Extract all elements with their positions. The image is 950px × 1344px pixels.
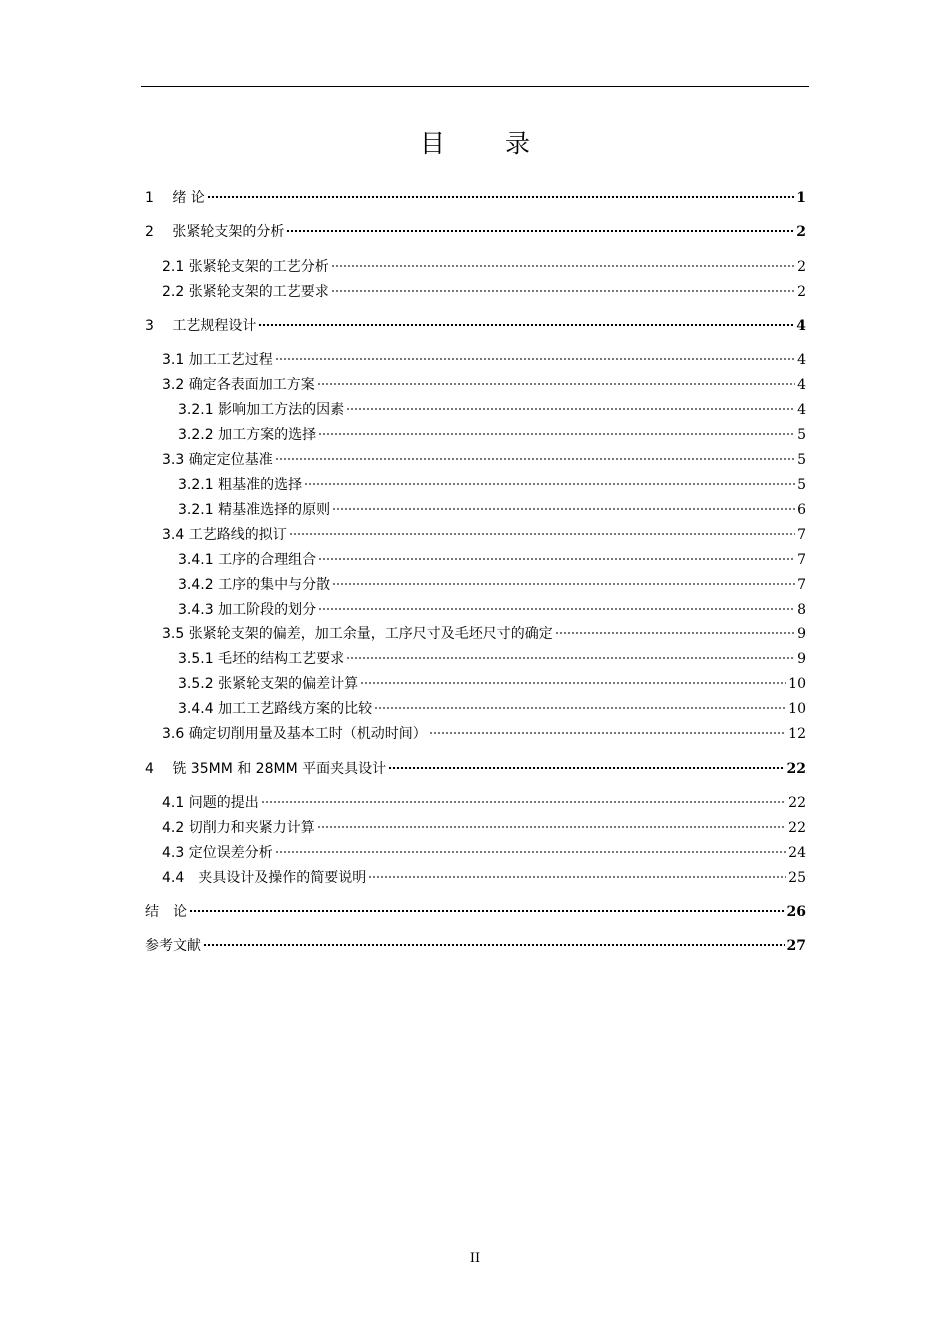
toc-entry-page: 12 xyxy=(788,726,806,742)
toc-entry[interactable] xyxy=(162,623,806,643)
dot-leader xyxy=(289,525,795,539)
toc-entry[interactable] xyxy=(162,867,806,887)
dot-leader xyxy=(318,600,795,614)
toc-entry-page: 9 xyxy=(797,651,806,667)
toc-entry-label: 3.2.2 加工方案的选择 xyxy=(178,427,317,443)
toc-entry-page: 7 xyxy=(797,577,806,593)
toc-entry-label: 4.4 夹具设计及操作的简要说明 xyxy=(162,870,367,886)
toc-entry[interactable] xyxy=(178,673,806,693)
toc-entry-page: 5 xyxy=(797,477,806,493)
toc-entry[interactable] xyxy=(145,758,806,778)
toc-entry-page: 4 xyxy=(796,318,806,334)
toc-entry[interactable] xyxy=(178,574,806,594)
toc-entry-page: 10 xyxy=(788,701,806,717)
toc-entry-label: 3.4.1 工序的合理组合 xyxy=(178,552,317,568)
toc-entry-page: 22 xyxy=(788,795,806,811)
toc-entry[interactable] xyxy=(145,221,806,241)
dot-leader xyxy=(275,450,795,464)
toc-entry-page: 25 xyxy=(788,870,806,886)
toc-entry[interactable] xyxy=(162,817,806,837)
dot-leader xyxy=(258,316,794,330)
toc-entry-page: 5 xyxy=(797,427,806,443)
dot-leader xyxy=(388,759,784,773)
dot-leader xyxy=(275,843,786,857)
dot-leader xyxy=(203,936,785,950)
toc-entry[interactable] xyxy=(145,315,806,335)
dot-leader xyxy=(286,222,794,236)
toc-entry[interactable] xyxy=(178,599,806,619)
toc-entry[interactable] xyxy=(145,935,806,955)
dot-leader xyxy=(275,350,795,364)
dot-leader xyxy=(189,902,785,916)
toc-entry-label: 3.2.1 精基准选择的原则 xyxy=(178,502,331,518)
toc-entry[interactable] xyxy=(162,256,806,276)
toc-entry-label: 参考文献 xyxy=(145,938,201,954)
toc-entry-label: 4 铣 35MM 和 28MM 平面夹具设计 xyxy=(145,761,387,777)
toc-entry-label: 3.2.1 粗基准的选择 xyxy=(178,477,303,493)
toc-entry[interactable] xyxy=(178,424,806,444)
toc-entry-label: 3.2 确定各表面加工方案 xyxy=(162,377,315,393)
dot-leader xyxy=(304,475,795,489)
toc-entry-label: 1 绪 论 xyxy=(145,190,205,206)
toc-entry-label: 4.1 问题的提出 xyxy=(162,795,259,811)
dot-leader xyxy=(317,818,786,832)
dot-leader xyxy=(318,425,795,439)
toc-entry-label: 4.2 切削力和夹紧力计算 xyxy=(162,820,315,836)
toc-entry[interactable] xyxy=(162,374,806,394)
toc-entry[interactable] xyxy=(145,901,806,921)
dot-leader xyxy=(346,400,795,414)
toc-entry-label: 3.4.3 加工阶段的划分 xyxy=(178,602,317,618)
toc-entry-label: 3.5 张紧轮支架的偏差，加工余量，工序尺寸及毛坯尺寸的确定 xyxy=(162,626,553,642)
toc-entry-label: 结 论 xyxy=(145,904,187,920)
header-rule xyxy=(141,86,809,87)
page-title: 目 录 xyxy=(420,129,556,158)
toc-entry[interactable] xyxy=(145,187,806,207)
toc-entry-label: 2.1 张紧轮支架的工艺分析 xyxy=(162,259,329,275)
toc-entry-label: 3.4.4 加工工艺路线方案的比较 xyxy=(178,701,373,717)
toc-entry[interactable] xyxy=(178,698,806,718)
toc-entry[interactable] xyxy=(162,524,806,544)
toc-entry-page: 22 xyxy=(788,820,806,836)
toc-entry-page: 2 xyxy=(796,224,806,240)
toc-entry[interactable] xyxy=(178,399,806,419)
toc-entry-label: 3 工艺规程设计 xyxy=(145,318,257,334)
toc-entry-label: 2.2 张紧轮支架的工艺要求 xyxy=(162,284,329,300)
toc-entry[interactable] xyxy=(162,349,806,369)
toc-entry-page: 2 xyxy=(797,284,806,300)
toc-entry[interactable] xyxy=(162,281,806,301)
dot-leader xyxy=(374,699,786,713)
toc-entry-page: 4 xyxy=(797,377,806,393)
toc-entry-label: 2 张紧轮支架的分析 xyxy=(145,224,285,240)
toc-entry-page: 9 xyxy=(797,626,806,642)
toc-entry-page: 8 xyxy=(797,602,806,618)
dot-leader xyxy=(331,257,795,271)
toc-entry-page: 4 xyxy=(797,352,806,368)
toc-entry-label: 3.4.2 工序的集中与分散 xyxy=(178,577,331,593)
toc-entry[interactable] xyxy=(178,474,806,494)
toc-entry-page: 22 xyxy=(786,761,806,777)
dot-leader xyxy=(331,282,795,296)
toc-entry-page: 5 xyxy=(797,452,806,468)
toc-entry-label: 3.1 加工工艺过程 xyxy=(162,352,273,368)
dot-leader xyxy=(332,575,795,589)
toc-entry-page: 10 xyxy=(788,676,806,692)
toc-entry-label: 3.3 确定定位基准 xyxy=(162,452,273,468)
toc-entry[interactable] xyxy=(162,842,806,862)
toc-entry[interactable] xyxy=(178,499,806,519)
toc-entry[interactable] xyxy=(162,723,806,743)
toc-entry-page: 27 xyxy=(786,938,806,954)
toc-entry-page: 1 xyxy=(796,190,806,206)
toc-entry-label: 3.4 工艺路线的拟订 xyxy=(162,527,287,543)
dot-leader xyxy=(317,375,795,389)
dot-leader xyxy=(332,500,795,514)
dot-leader xyxy=(261,793,786,807)
toc-entry-page: 7 xyxy=(797,527,806,543)
toc-entry[interactable] xyxy=(178,549,806,569)
toc-entry-label: 3.2.1 影响加工方法的因素 xyxy=(178,402,345,418)
dot-leader xyxy=(207,188,794,202)
toc-entry[interactable] xyxy=(162,792,806,812)
dot-leader xyxy=(346,649,795,663)
dot-leader xyxy=(360,674,786,688)
toc-entry[interactable] xyxy=(178,648,806,668)
toc-entry-page: 7 xyxy=(797,552,806,568)
dot-leader xyxy=(368,868,786,882)
toc-entry[interactable] xyxy=(162,449,806,469)
toc-entry-label: 3.6 确定切削用量及基本工时（机动时间） xyxy=(162,726,427,742)
dot-leader xyxy=(429,724,786,738)
toc-entry-page: 24 xyxy=(788,845,806,861)
toc-entry-label: 3.5.1 毛坯的结构工艺要求 xyxy=(178,651,345,667)
toc-entry-page: 6 xyxy=(797,502,806,518)
toc-entry-page: 26 xyxy=(786,904,806,920)
toc-entry-page: 4 xyxy=(797,402,806,418)
toc-entry-page: 2 xyxy=(797,259,806,275)
dot-leader xyxy=(555,624,795,638)
toc-entry-label: 3.5.2 张紧轮支架的偏差计算 xyxy=(178,676,359,692)
toc-entry-label: 4.3 定位误差分析 xyxy=(162,845,273,861)
dot-leader xyxy=(318,550,795,564)
page-number-footer: II xyxy=(469,1251,481,1266)
